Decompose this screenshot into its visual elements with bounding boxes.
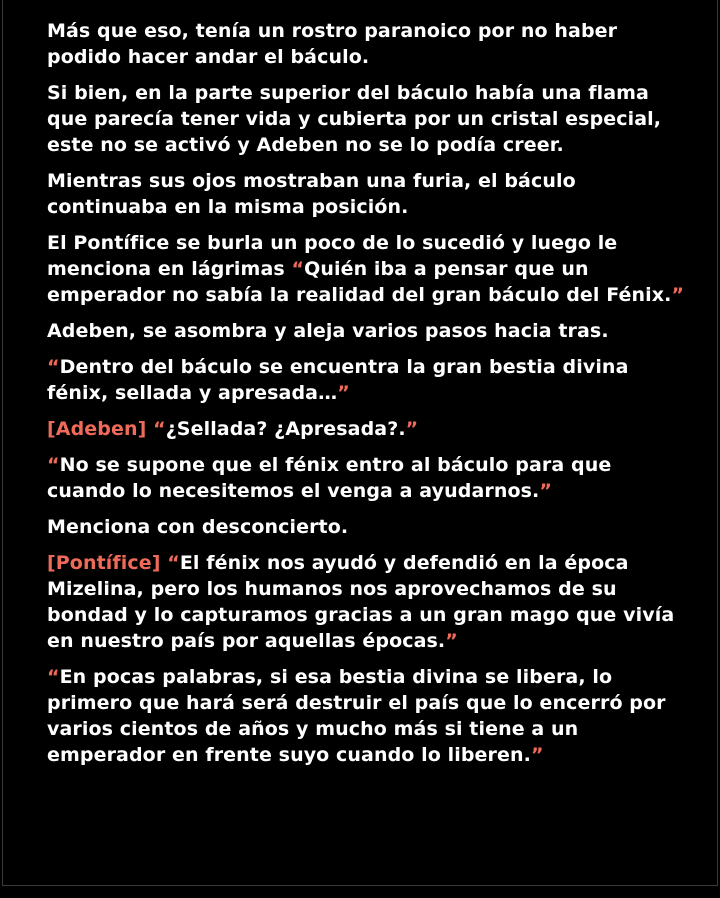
paragraph-text: Adeben, se asombra y aleja varios pasos hacia tras. [47, 320, 609, 342]
paragraph [47, 514, 687, 540]
speaker-tag: [Pontífice] [47, 552, 161, 574]
open-quote: “ [153, 418, 166, 440]
close-quote: ” [539, 480, 552, 502]
open-quote: “ [291, 258, 305, 280]
quoted-dialogue: Dentro del báculo se encuentra la gran bestia divina fénix, sellada y apresada… [47, 356, 629, 404]
paragraph [47, 168, 687, 220]
close-quote: ” [671, 284, 685, 306]
paragraph [47, 230, 687, 308]
open-quote: “ [47, 666, 60, 688]
text-body [47, 18, 687, 778]
paragraph-text: Más que eso, tenía un rostro paranoico por no haber podido hacer andar el báculo. [47, 20, 618, 68]
close-quote: ” [445, 630, 458, 652]
quoted-dialogue: ¿Sellada? ¿Apresada?. [165, 418, 406, 440]
close-quote: ” [337, 382, 350, 404]
quoted-dialogue: El fénix nos ayudó y defendió en la época Mizelina, pero los humanos nos aprovechamos de su bondad y lo capturamos gracias a un gran mago que vivía en nuestro país por aquellas épocas. [47, 552, 675, 652]
close-quote: ” [405, 418, 419, 440]
paragraph [47, 664, 687, 768]
paragraph-text: Menciona con desconcierto. [47, 516, 349, 538]
open-quote: “ [47, 356, 60, 378]
paragraph [47, 354, 687, 406]
quoted-dialogue: En pocas palabras, si esa bestia divina se libera, lo primero que hará será destruir el país que lo encerró por varios cientos de años y mucho más si tiene a un emperador en frente suyo cuando lo liberen. [47, 666, 666, 766]
document-page [2, 0, 718, 886]
close-quote: ” [530, 744, 544, 766]
paragraph-text: Si bien, en la parte superior del báculo había una flama que parecía tener vida y cubierta por un cristal especial, este no se activó y Adeben no se lo podía creer. [47, 82, 662, 156]
paragraph [47, 550, 687, 654]
quoted-dialogue: Quién iba a pensar que un emperador no sabía la realidad del gran báculo del Fénix. [47, 258, 672, 306]
paragraph-text: Mientras sus ojos mostraban una furia, el báculo continuaba en la misma posición. [47, 170, 576, 218]
paragraph [47, 80, 687, 158]
open-quote: “ [167, 552, 180, 574]
open-quote: “ [47, 454, 60, 476]
paragraph [47, 416, 687, 442]
speaker-tag: [Adeben] [47, 418, 147, 440]
paragraph-text: El Pontífice se burla un poco de lo sucedió y luego le menciona en lágrimas [47, 232, 618, 280]
quoted-dialogue: No se supone que el fénix entro al báculo para que cuando lo necesitemos el venga a ayudarnos. [47, 454, 612, 502]
paragraph [47, 18, 687, 70]
paragraph [47, 318, 687, 344]
paragraph [47, 452, 687, 504]
